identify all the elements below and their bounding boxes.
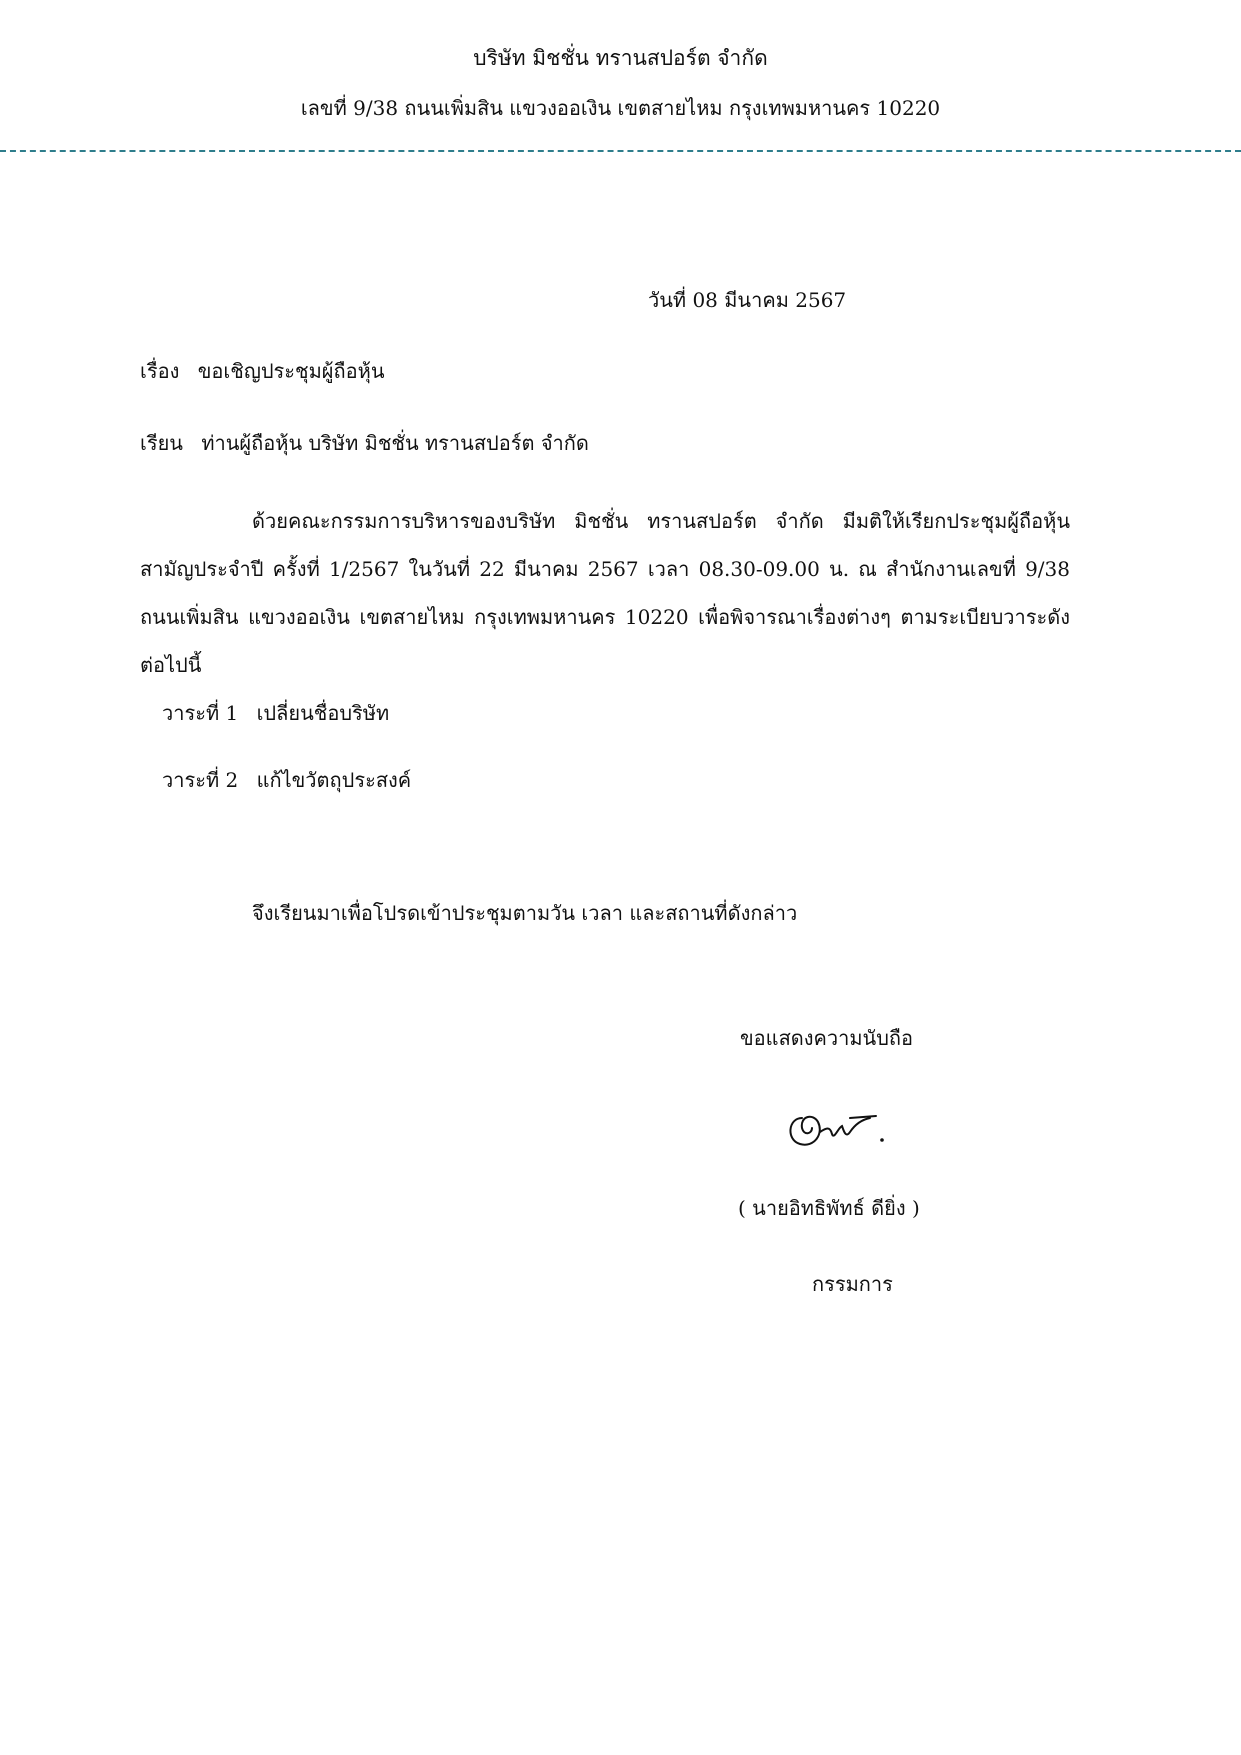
company-name: บริษัท มิชชั่น ทรานสปอร์ต จำกัด <box>473 46 768 70</box>
agenda-text: แก้ไขวัตถุประสงค์ <box>256 768 412 792</box>
closing-sentence: จึงเรียนมาเพื่อโปรดเข้าประชุมตามวัน เวลา และสถานที่ดังกล่าว <box>252 901 798 925</box>
agenda-item <box>162 697 389 729</box>
recipient-value: ท่านผู้ถือหุ้น บริษัท มิชชั่น ทรานสปอร์ต จำกัด <box>201 431 589 455</box>
agenda-number: วาระที่ 2 <box>162 768 239 792</box>
body-paragraph: ด้วยคณะกรรมการบริหารของบริษัท มิชชั่น ทรานสปอร์ต จำกัด มีมติให้เรียกประชุมผู้ถือหุ้นสามัญประจำปี ครั้งที่ 1/2567 ในวันที่ 22 มีนาคม 2567 เวลา 08.30-09.00 น. ณ สำนักงานเลขที่ 9/38 ถนนเพิ่มสิน แขวงออเงิน เขตสายไหม กรุงเทพมหานคร 10220 เพื่อพิจารณาเรื่องต่างๆ ตามระเบียบวาระดังต่อไปนี้ <box>140 509 1070 677</box>
agenda-item <box>162 764 411 796</box>
subject-label: เรื่อง <box>140 359 180 383</box>
letterhead-divider <box>0 150 1241 152</box>
company-address: เลขที่ 9/38 ถนนเพิ่มสิน แขวงออเงิน เขตสายไหม กรุงเทพมหานคร 10220 <box>300 96 941 120</box>
agenda-number: วาระที่ 1 <box>162 701 239 725</box>
subject-line <box>140 355 385 387</box>
regards-line: ขอแสดงความนับถือ <box>740 1026 914 1050</box>
recipient-line <box>140 427 589 459</box>
signature-image <box>780 1088 900 1158</box>
letter-date: วันที่ 08 มีนาคม 2567 <box>648 288 847 312</box>
signer-name: ( นายอิทธิพัทธ์ ดียิ่ง ) <box>738 1196 920 1220</box>
recipient-label: เรียน <box>140 431 183 455</box>
subject-value: ขอเชิญประชุมผู้ถือหุ้น <box>197 359 385 383</box>
agenda-text: เปลี่ยนชื่อบริษัท <box>256 701 390 725</box>
signer-title: กรรมการ <box>812 1272 893 1296</box>
